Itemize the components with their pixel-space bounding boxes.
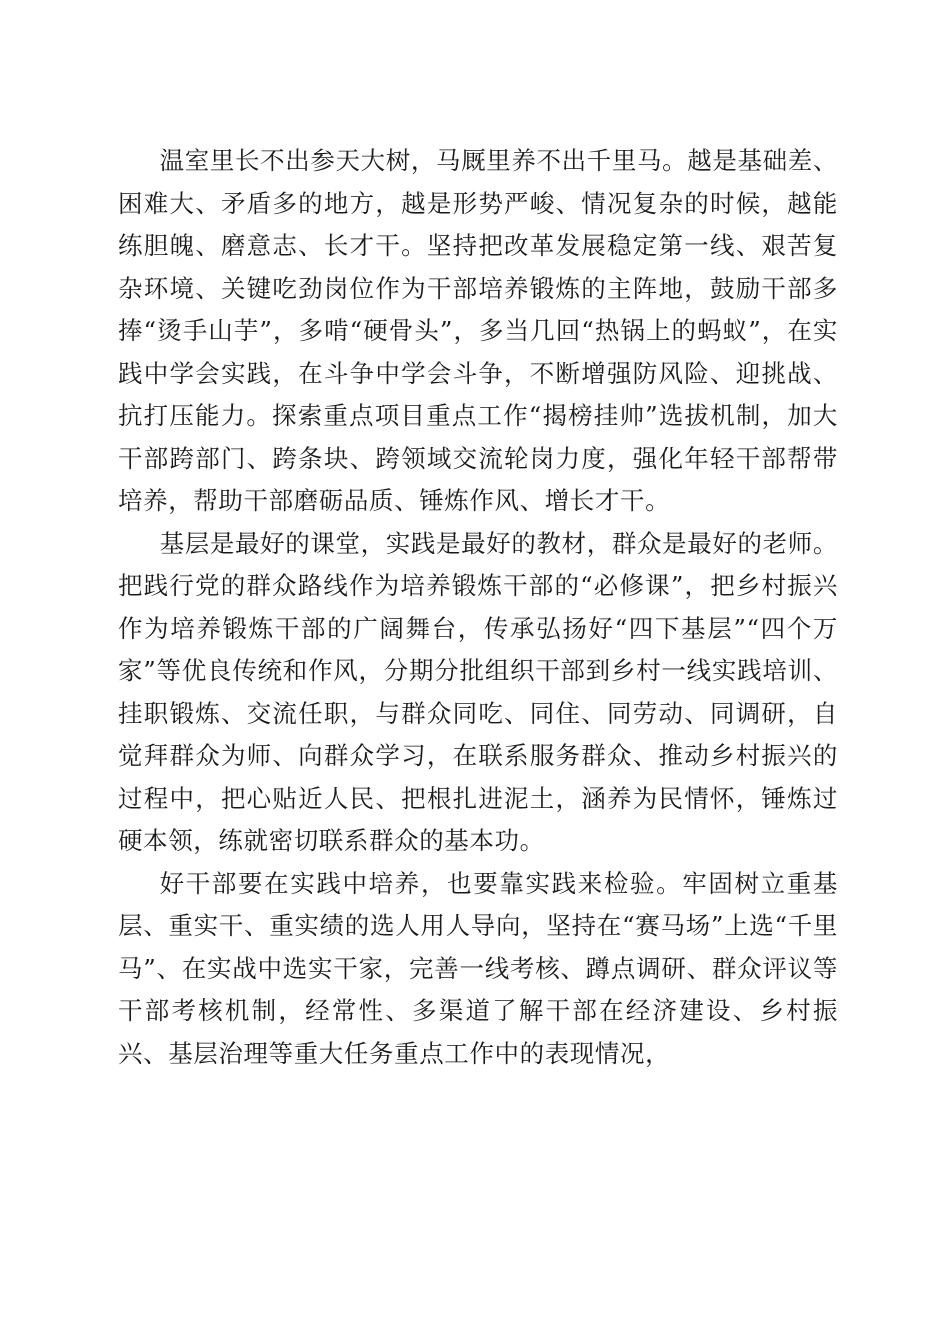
paragraph-2: 基层是最好的课堂，实践是最好的教材，群众是最好的老师。把践行党的群众路线作为培养锻炼干部的“必修课”，把乡村振兴作为培养锻炼干部的广阔舞台，传承弘扬好“四下基层”“四个万家”等优良传统和作风，分期分批组织干部到乡村一线实践培训、挂职锻炼、交流任职，与群众同吃、同住、同劳动、同调研，自觉拜群众为师、向群众学习，在联系服务群众、推动乡村振兴的过程中，把心贴近人民、把根扎进泥土，涵养为民情怀，锤炼过硬本领，练就密切联系群众的基本功。 xyxy=(118,528,838,855)
document-body xyxy=(118,140,838,1075)
paragraph-3: 好干部要在实践中培养，也要靠实践来检验。牢固树立重基层、重实干、重实绩的选人用人导向，坚持在“赛马场”上选“千里马”、在实战中选实干家，完善一线考核、蹲点调研、群众评议等干部考核机制，经常性、多渠道了解干部在经济建设、乡村振兴、基层治理等重大任务重点工作中的表现情况， xyxy=(118,868,838,1068)
paragraph-1: 温室里长不出参天大树，马厩里养不出千里马。越是基础差、困难大、矛盾多的地方，越是形势严峻、情况复杂的时候，越能练胆魄、磨意志、长才干。坚持把改革发展稳定第一线、艰苦复杂环境、关键吃劲岗位作为干部培养锻炼的主阵地，鼓励干部多捧“烫手山芋”，多啃“硬骨头”，多当几回“热锅上的蚂蚁”，在实践中学会实践，在斗争中学会斗争，不断增强防风险、迎挑战、抗打压能力。探索重点项目重点工作“揭榜挂帅”选拔机制，加大干部跨部门、跨条块、跨领域交流轮岗力度，强化年轻干部帮带培养，帮助干部磨砺品质、锤炼作风、增长才干。 xyxy=(118,146,838,515)
